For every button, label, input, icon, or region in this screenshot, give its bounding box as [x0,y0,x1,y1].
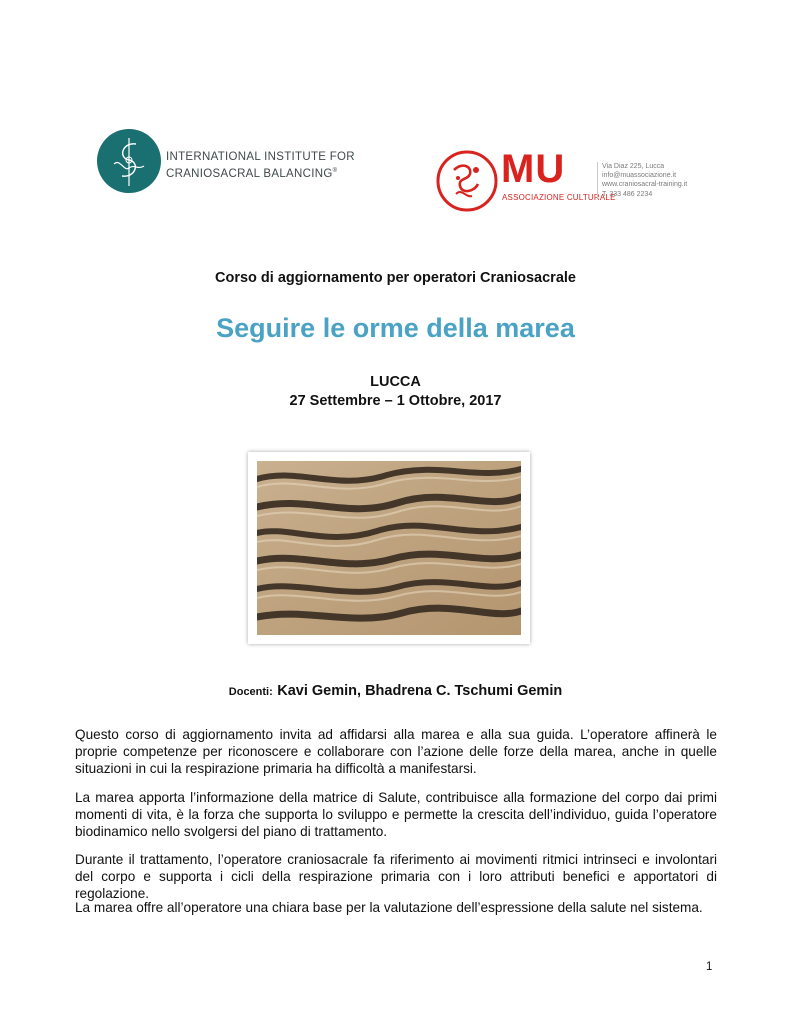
paragraph-evaluation: La marea offre all’operatore una chiara base per la valutazione dell’espressione della salute nel sistema. [75,900,703,915]
event-dates: 27 Settembre – 1 Ottobre, 2017 [289,393,502,409]
event-city: LUCCA [370,374,421,390]
mu-logo-subtitle: ASSOCIAZIONE CULTURALE [502,193,616,202]
iicb-line-1: INTERNATIONAL INSTITUTE FOR [166,151,355,163]
course-label: Corso di aggiornamento per operatori Craniosacrale [215,270,576,286]
teachers-label: Docenti: [228,686,273,698]
paragraph-tide-information: La marea apporta l’informazione della matrice di Salute, contribuisce alla formazione del corpo dai primi momenti di vita, è la forza che supporta lo sviluppo e permette la crescita dell’individuo, guida l’operatore biodinamico nello svolgersi del piano di trattamento. [75,790,717,840]
mu-contact-email: info@muassociazione.it [602,172,677,180]
paragraph-intro: Questo corso di aggiornamento invita ad affidarsi alla marea e alla sua guida. L’operatore affinerà le proprie competenze per riconoscere e collaborare con l’azione delle forze della marea, anche in quelle situazioni in cui la respirazione primaria ha difficoltà a manifestarsi. [75,727,717,777]
mu-emblem-icon [436,150,498,212]
sand-ripples-image [257,461,521,635]
iicb-logo-icon [96,128,162,194]
page-title: Seguire le orme della marea [216,313,575,343]
teachers-line [0,682,791,700]
mu-contact-address: Via Diaz 225, Lucca [602,163,665,170]
iicb-line-2: CRANIOSACRAL BALANCING® [166,167,338,180]
page-number: 1 [706,961,713,973]
mu-contact-website: www.craniosacral-training.it [602,181,688,189]
mu-contact-block [597,162,687,199]
iicb-logo-text [166,150,355,181]
photo-frame [248,452,530,644]
mu-contact-phone: T. 333 486 2234 [602,190,653,198]
paragraph-treatment: Durante il trattamento, l’operatore craniosacrale fa riferimento ai movimenti ritmici intrinseci e involontari del corpo e supporta i cicli della respirazione primaria con i loro attributi benefici e apportatori di regolazione. [75,852,717,902]
teachers-names: Kavi Gemin, Bhadrena C. Tschumi Gemin [277,683,563,699]
mu-logo-word: MU [501,147,566,191]
